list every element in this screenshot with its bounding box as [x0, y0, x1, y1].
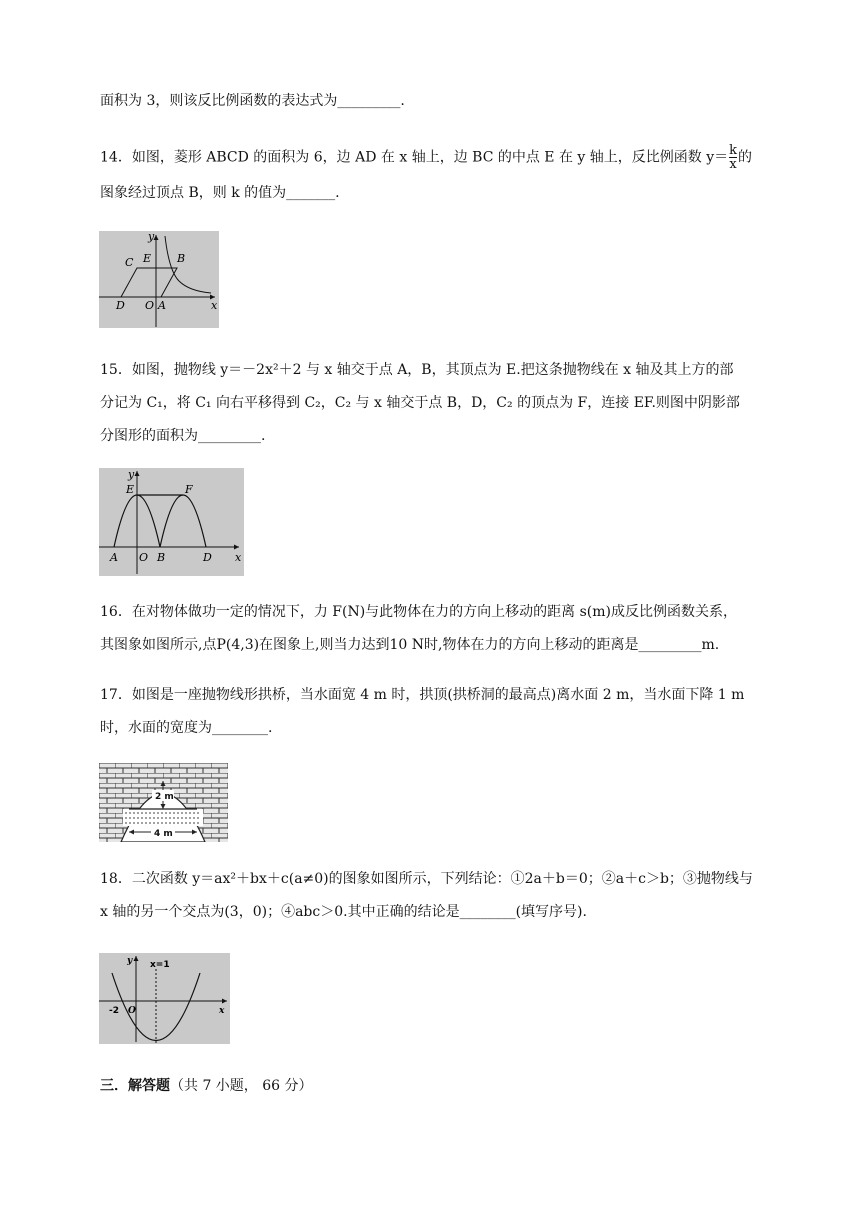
label-B: B — [157, 551, 166, 564]
section-3-heading — [100, 1075, 313, 1095]
label-y: y — [127, 956, 133, 966]
q15-line2: 分记为 C₁，将 C₁ 向右平移得到 C₂，C₂ 与 x 轴交于点 B，D，C₂ 的顶点为 F，连接 EF.则图中阴影部 — [100, 395, 740, 411]
label-D: D — [203, 551, 212, 564]
label-y: y — [148, 231, 155, 243]
q18-figure — [99, 953, 230, 1044]
q14-line1 — [100, 144, 752, 171]
label-B: B — [177, 252, 186, 265]
q13-tail: 面积为 3，则该反比例函数的表达式为_________. — [100, 93, 405, 109]
q14-text-pre: 14．如图，菱形 ABCD 的面积为 6，边 AD 在 x 轴上，边 BC 的中点 E 在 y 轴上，反比例函数 y＝ — [100, 149, 729, 166]
label-D: D — [116, 299, 125, 312]
label-O: O — [145, 299, 155, 312]
q16-line1: 16．在对物体做功一定的情况下，力 F(N)与此物体在力的方向上移动的距离 s(m)成反比例函数关系， — [100, 604, 737, 620]
q14-frac-num: k — [729, 143, 738, 158]
q18-line1: 18．二次函数 y＝ax²＋bx＋c(a≠0)的图象如图所示，下列结论：①2a＋b＝0；②a＋c＞b；③抛物线与 — [100, 871, 753, 887]
label-y: y — [128, 468, 135, 481]
hyperbola — [165, 236, 211, 293]
section-3-title: 三．解答题 — [100, 1078, 170, 1094]
label-A: A — [110, 551, 118, 564]
q15-line3: 分图形的面积为_________. — [100, 428, 266, 444]
q14-figure — [99, 231, 219, 328]
q16-line2: 其图象如图所示,点P(4,3)在图象上,则当力达到10 N时,物体在力的方向上移动的距离是_________m. — [100, 637, 720, 653]
rhombus — [121, 268, 177, 297]
label-E: E — [126, 483, 135, 496]
label-C: C — [125, 256, 134, 269]
q17-line2: 时，水面的宽度为________. — [100, 720, 273, 736]
label-x: x — [211, 299, 218, 312]
label-O: O — [128, 1006, 136, 1016]
q18-line2: x 轴的另一个交点为(3，0)；④abc＞0.其中正确的结论是________(填写序号). — [100, 904, 587, 920]
curve-c2 — [160, 495, 206, 547]
q14-fraction — [729, 144, 737, 171]
label-x: x — [219, 1006, 225, 1016]
q14-text-post: 的 — [738, 149, 753, 166]
label-A: A — [158, 299, 166, 312]
section-3-note: （共 7 小题， 66 分） — [170, 1078, 313, 1094]
q14-line2: 图象经过顶点 B，则 k 的值为_______. — [100, 185, 340, 201]
label-neg2: -2 — [109, 1006, 119, 1016]
label-E: E — [143, 252, 152, 265]
label-axis: x=1 — [150, 960, 170, 970]
label-width: 4 m — [154, 829, 173, 839]
q17-figure — [99, 763, 228, 842]
q15-figure — [99, 468, 244, 576]
q15-line1: 15．如图，抛物线 y＝－2x²＋2 与 x 轴交于点 A，B，其顶点为 E.把这条抛物线在 x 轴及其上方的部 — [100, 362, 734, 378]
label-x: x — [235, 551, 242, 564]
label-height: 2 m — [155, 792, 174, 802]
q14-frac-den: x — [729, 157, 737, 172]
q17-line1: 17．如图是一座抛物线形拱桥，当水面宽 4 m 时，拱顶(拱桥洞的最高点)离水面 2 m，当水面下降 1 m — [100, 687, 745, 703]
label-O: O — [139, 551, 149, 564]
label-F: F — [185, 483, 193, 496]
